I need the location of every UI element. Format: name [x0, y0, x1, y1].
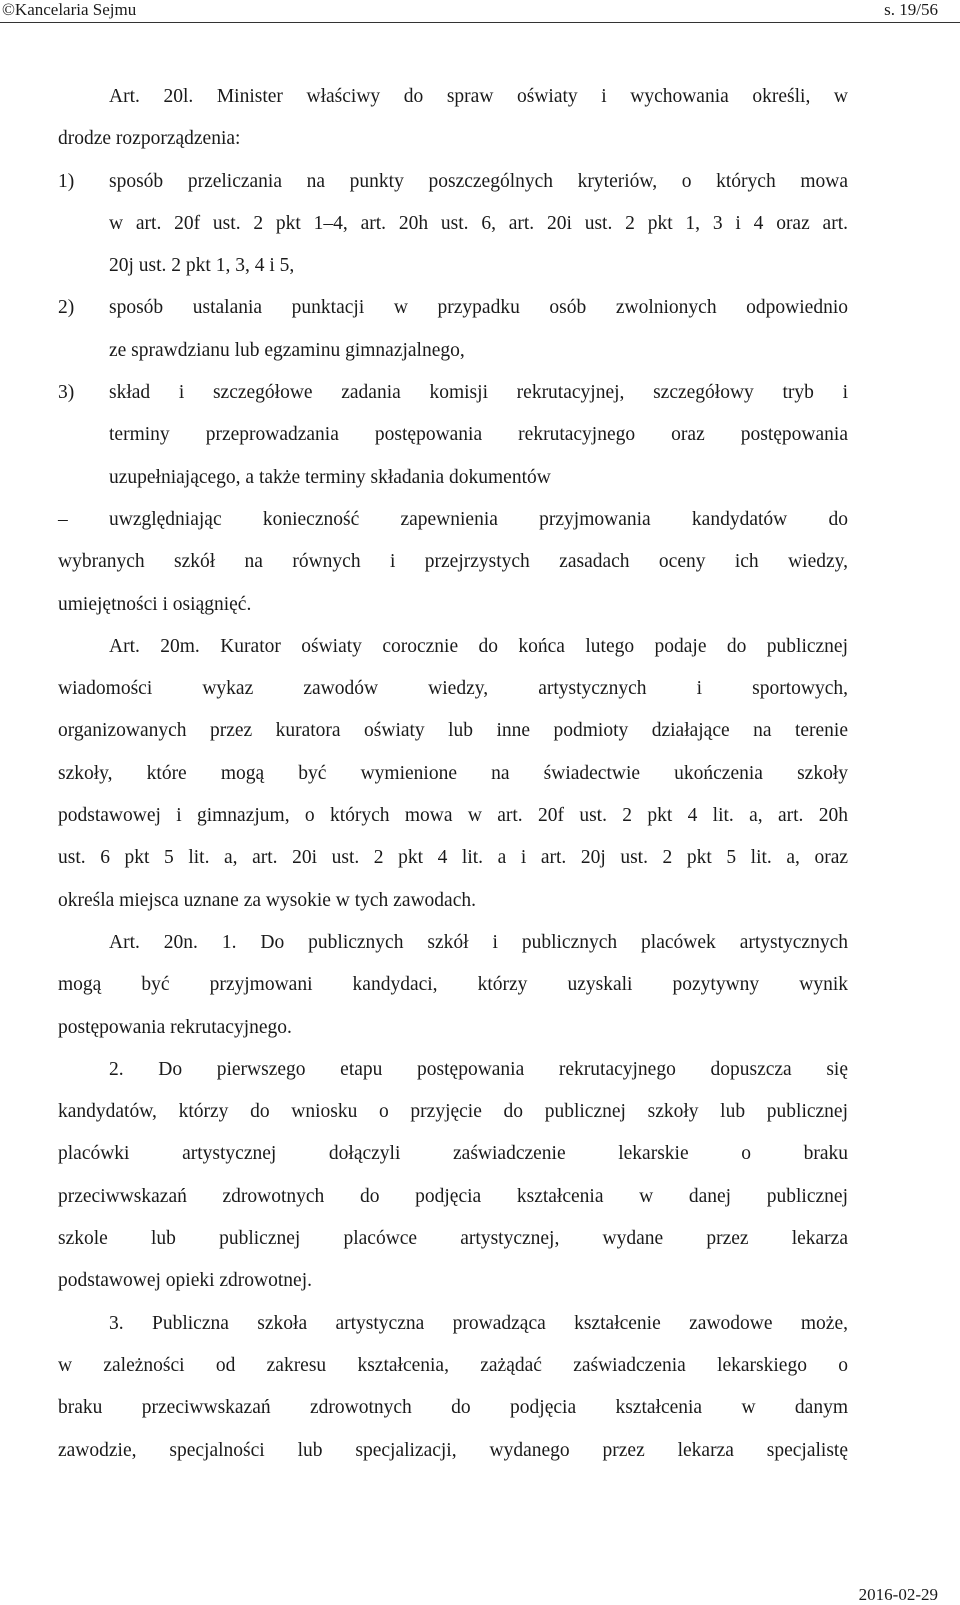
art20l-point-1-line-2: w art. 20f ust. 2 pkt 1–4, art. 20h ust. 6, art. 20i ust. 2 pkt 1, 3 i 4 oraz art.: [109, 212, 848, 234]
art20l-point-1-line-3: 20j ust. 2 pkt 1, 3, 4 i 5,: [109, 255, 295, 277]
art20n-sec1-line-3: postępowania rekrutacyjnego.: [58, 1016, 292, 1038]
art20m-line-2: wiadomości wykaz zawodów wiedzy, artystycznych i sportowych,: [58, 678, 848, 700]
art20n-sec3-line-4: zawodzie, specjalności lub specjalizacji, wydanego przez lekarza specjalistę: [58, 1439, 848, 1461]
art20m-line-4: szkoły, które mogą być wymienione na świadectwie ukończenia szkoły: [58, 762, 848, 784]
footer-date: 2016-02-29: [858, 1585, 938, 1604]
art20l-point-1-line-1: [58, 161, 848, 203]
art20m-line-7: określa miejsca uznane za wysokie w tych zawodach.: [58, 889, 476, 911]
art20n-sec3-line-2: w zależności od zakresu kształcenia, zażądać zaświadczenia lekarskiego o: [58, 1354, 848, 1376]
art20n-sec2-line-5: szkole lub publicznej placówce artystycznej, wydane przez lekarza: [58, 1228, 848, 1250]
point-text: skład i szczegółowe zadania komisji rekrutacyjnej, szczegółowy tryb i: [109, 382, 848, 404]
art20l-intro-line-1: Art. 20l. Minister właściwy do spraw oświaty i wychowania określi, w: [109, 86, 848, 107]
art20n-sec2-line-6: podstawowej opieki zdrowotnej.: [58, 1270, 312, 1292]
page-header: [0, 0, 960, 23]
art20m-line-1: Art. 20m. Kurator oświaty corocznie do końca lutego podaje do publicznej: [109, 635, 848, 657]
art20l-point-2-line-1: [58, 287, 848, 329]
art20l-point-3-line-1: [58, 372, 848, 414]
art20n-sec2-line-2: kandydatów, którzy do wniosku o przyjęcie do publicznej szkoły lub publicznej: [58, 1101, 848, 1123]
point-number: 1): [58, 170, 75, 192]
art20n-sec2-line-1: 2. Do pierwszego etapu postępowania rekrutacyjnego dopuszcza się: [109, 1058, 848, 1080]
art20l-tail-line-2: wybranych szkół na równych i przejrzystych zasadach oceny ich wiedzy,: [58, 551, 848, 573]
art20m-line-6: ust. 6 pkt 5 lit. a, art. 20i ust. 2 pkt 4 lit. a i art. 20j ust. 2 pkt 5 lit. a, oraz: [58, 847, 848, 869]
art20n-sec1-line-1: Art. 20n. 1. Do publicznych szkół i publicznych placówek artystycznych: [109, 931, 848, 953]
art20m-line-3: organizowanych przez kuratora oświaty lub inne podmioty działające na terenie: [58, 720, 848, 742]
header-page-number: s. 19/56: [884, 0, 938, 19]
art20l-intro-line-2: drodze rozporządzenia:: [58, 128, 241, 150]
point-text: sposób przeliczania na punkty poszczególnych kryteriów, o których mowa: [109, 170, 848, 192]
art20n-sec2-line-3: placówki artystycznej dołączyli zaświadczenie lekarskie o braku: [58, 1143, 848, 1165]
art20m-line-5: podstawowej i gimnazjum, o których mowa w art. 20f ust. 2 pkt 4 lit. a, art. 20h: [58, 805, 848, 827]
art20l-point-2-line-2: ze sprawdzianu lub egzaminu gimnazjalnego,: [109, 339, 465, 361]
point-number: 3): [58, 382, 75, 404]
point-number: 2): [58, 297, 75, 319]
point-text: sposób ustalania punktacji w przypadku osób zwolnionych odpowiednio: [109, 297, 848, 319]
document-body: [58, 76, 848, 1472]
art20l-tail-line-3: umiejętności i osiągnięć.: [58, 593, 252, 615]
art20l-point-3-line-3: uzupełniającego, a także terminy składania dokumentów: [109, 466, 551, 488]
art20n-sec3-line-3: braku przeciwwskazań zdrowotnych do podjęcia kształcenia w danym: [58, 1397, 848, 1419]
art20n-sec3-line-1: 3. Publiczna szkoła artystyczna prowadząca kształcenie zawodowe może,: [109, 1312, 848, 1334]
art20l-tail-line-1: – uwzględniając konieczność zapewnienia przyjmowania kandydatów do: [58, 508, 848, 530]
art20l-point-3-line-2: terminy przeprowadzania postępowania rekrutacyjnego oraz postępowania: [109, 424, 848, 446]
art20n-sec1-line-2: mogą być przyjmowani kandydaci, którzy uzyskali pozytywny wynik: [58, 974, 848, 996]
art20n-sec2-line-4: przeciwwskazań zdrowotnych do podjęcia kształcenia w danej publicznej: [58, 1185, 848, 1207]
header-publisher: ©Kancelaria Sejmu: [2, 0, 137, 19]
